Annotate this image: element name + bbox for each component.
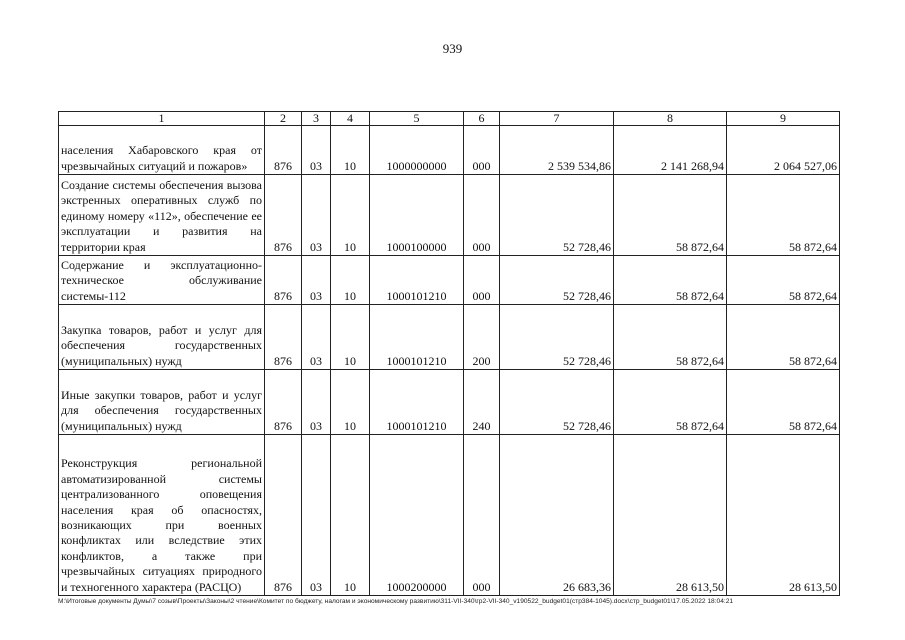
cell-col5: 1000200000 [370,435,464,596]
cell-col4: 10 [331,256,370,305]
row-name: Реконструкция региональной автоматизированной системы централизованного оповещения населения края об опасностях, возникающих при военных конфликтах или вследствие этих конфликтов, а также при чрезвычайных ситуациях природного и техногенного характера (РАСЦО) [59,435,265,596]
cell-col8: 58 872,64 [614,305,727,370]
cell-col6: 000 [464,256,500,305]
cell-col4: 10 [331,435,370,596]
cell-col2: 876 [265,175,302,256]
header-cell: 4 [331,112,370,126]
cell-col3: 03 [302,305,331,370]
cell-col8: 28 613,50 [614,435,727,596]
row-name: Содержание и эксплуатационно-техническое обслуживание системы-112 [59,256,265,305]
cell-col8: 58 872,64 [614,370,727,435]
cell-col4: 10 [331,126,370,175]
cell-col9: 2 064 527,06 [727,126,840,175]
cell-col9: 58 872,64 [727,305,840,370]
cell-col4: 10 [331,175,370,256]
header-cell: 2 [265,112,302,126]
table-row [59,256,840,305]
table-row [59,435,840,596]
cell-col5: 1000100000 [370,175,464,256]
cell-col8: 58 872,64 [614,175,727,256]
table-row [59,305,840,370]
table-row [59,126,840,175]
table-header-row [59,112,840,126]
header-cell: 3 [302,112,331,126]
cell-col3: 03 [302,175,331,256]
cell-col7: 2 539 534,86 [500,126,614,175]
cell-col5: 1000000000 [370,126,464,175]
header-cell: 7 [500,112,614,126]
cell-col6: 000 [464,175,500,256]
cell-col9: 28 613,50 [727,435,840,596]
cell-col5: 1000101210 [370,305,464,370]
header-cell: 5 [370,112,464,126]
cell-col7: 52 728,46 [500,175,614,256]
cell-col2: 876 [265,435,302,596]
budget-table [58,111,840,596]
cell-col2: 876 [265,126,302,175]
cell-col6: 200 [464,305,500,370]
cell-col4: 10 [331,370,370,435]
table-row [59,175,840,256]
cell-col3: 03 [302,126,331,175]
cell-col7: 52 728,46 [500,305,614,370]
row-name: Закупка товаров, работ и услуг для обеспечения государственных (муниципальных) нужд [59,305,265,370]
cell-col9: 58 872,64 [727,370,840,435]
cell-col6: 000 [464,126,500,175]
cell-col5: 1000101210 [370,370,464,435]
cell-col8: 2 141 268,94 [614,126,727,175]
row-name: Иные закупки товаров, работ и услуг для обеспечения государственных (муниципальных) нужд [59,370,265,435]
header-cell: 1 [59,112,265,126]
row-name: Создание системы обеспечения вызова экстренных оперативных служб по единому номеру «112», обеспечение ее эксплуатации и развития на территории края [59,175,265,256]
cell-col3: 03 [302,435,331,596]
cell-col7: 26 683,36 [500,435,614,596]
table-row [59,370,840,435]
cell-col7: 52 728,46 [500,256,614,305]
cell-col2: 876 [265,305,302,370]
header-cell: 8 [614,112,727,126]
cell-col3: 03 [302,256,331,305]
cell-col6: 240 [464,370,500,435]
cell-col9: 58 872,64 [727,175,840,256]
cell-col3: 03 [302,370,331,435]
header-cell: 9 [727,112,840,126]
cell-col2: 876 [265,370,302,435]
page-number: 939 [442,41,463,56]
cell-col8: 58 872,64 [614,256,727,305]
cell-col7: 52 728,46 [500,370,614,435]
header-cell: 6 [464,112,500,126]
document-file-path: M:\Итоговые документы Думы\7 созыв\Проекты\Законы\2 чтение\Комитет по бюджету, налогам и экономическому развитию\311-VII-340\гр2-VII-340_v190522_budget01(стр384-1045).docx\стр_budget01\17.05.2022 18:04:21 [58,598,734,605]
cell-col4: 10 [331,305,370,370]
cell-col5: 1000101210 [370,256,464,305]
cell-col2: 876 [265,256,302,305]
cell-col9: 58 872,64 [727,256,840,305]
cell-col6: 000 [464,435,500,596]
row-name: населения Хабаровского края от чрезвычайных ситуаций и пожаров» [59,126,265,175]
